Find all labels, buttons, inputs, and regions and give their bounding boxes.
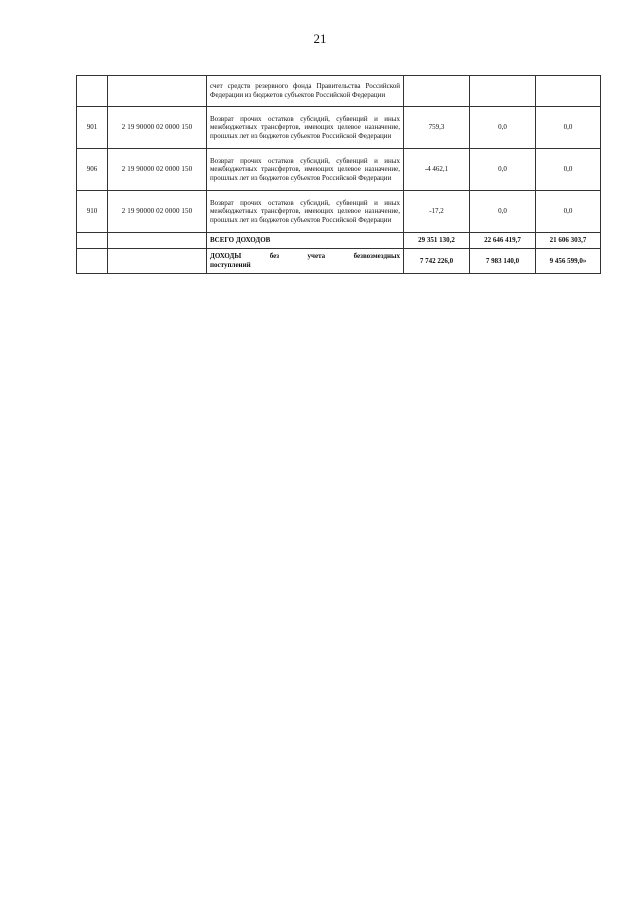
- net-revenue-label-line: [210, 252, 400, 261]
- table-row: [77, 107, 601, 149]
- admin-code-cell: [77, 233, 108, 249]
- revenue-name-cell: Возврат прочих остатков субсидий, субвенций и иных межбюджетных трансфертов, имеющих целевое назначение, прошлых лет из бюджетов субъектов Российской Федерации: [207, 107, 404, 149]
- page-number: 21: [313, 31, 327, 46]
- value-year-2-cell: 0,0: [470, 191, 536, 233]
- admin-code-cell: 906: [77, 149, 108, 191]
- revenue-code-cell: [108, 233, 207, 249]
- revenue-code-cell: [108, 249, 207, 274]
- table-row: [77, 149, 601, 191]
- total-revenue-row: [77, 233, 601, 249]
- value-year-1-cell: [404, 76, 470, 107]
- value-year-3-cell: [536, 76, 601, 107]
- net-label-word: поступлений: [210, 261, 251, 269]
- value-year-2-cell: 0,0: [470, 107, 536, 149]
- table-row: [77, 191, 601, 233]
- net-label-word: безвозмездных: [353, 252, 400, 261]
- value-year-3-cell: 0,0: [536, 107, 601, 149]
- admin-code-cell: [77, 76, 108, 107]
- revenue-name-cell: Возврат прочих остатков субсидий, субвенций и иных межбюджетных трансфертов, имеющих целевое назначение, прошлых лет из бюджетов субъектов Российской Федерации: [207, 149, 404, 191]
- total-year-1: 29 351 130,2: [404, 233, 470, 249]
- value-year-1-cell: -17,2: [404, 191, 470, 233]
- total-year-3: 21 606 303,7: [536, 233, 601, 249]
- total-label: ВСЕГО ДОХОДОВ: [207, 233, 404, 249]
- admin-code-cell: 901: [77, 107, 108, 149]
- revenue-name-cell: Возврат прочих остатков субсидий, субвенций и иных межбюджетных трансфертов, имеющих целевое назначение, прошлых лет из бюджетов субъектов Российской Федерации: [207, 191, 404, 233]
- net-revenue-row: [77, 249, 601, 274]
- net-revenue-label: [207, 249, 404, 274]
- revenue-name-cell: счет средств резервного фонда Правительства Российской Федерации из бюджетов субъектов Российской Федерации: [207, 76, 404, 107]
- admin-code-cell: 910: [77, 191, 108, 233]
- revenue-code-cell: 2 19 90000 02 0000 150: [108, 149, 207, 191]
- value-year-1-cell: -4 462,1: [404, 149, 470, 191]
- revenue-code-cell: [108, 76, 207, 107]
- net-label-word: ДОХОДЫ: [210, 252, 242, 261]
- revenue-table: [76, 75, 601, 274]
- table-row: [77, 76, 601, 107]
- net-year-2: 7 983 140,0: [470, 249, 536, 274]
- revenue-code-cell: 2 19 90000 02 0000 150: [108, 191, 207, 233]
- value-year-3-cell: 0,0: [536, 149, 601, 191]
- net-year-3: 9 456 599,0»: [536, 249, 601, 274]
- value-year-2-cell: 0,0: [470, 149, 536, 191]
- value-year-2-cell: [470, 76, 536, 107]
- total-year-2: 22 646 419,7: [470, 233, 536, 249]
- value-year-3-cell: 0,0: [536, 191, 601, 233]
- net-year-1: 7 742 226,0: [404, 249, 470, 274]
- net-label-word: без: [269, 252, 280, 261]
- net-label-word: учета: [307, 252, 326, 261]
- value-year-1-cell: 759,3: [404, 107, 470, 149]
- admin-code-cell: [77, 249, 108, 274]
- revenue-code-cell: 2 19 90000 02 0000 150: [108, 107, 207, 149]
